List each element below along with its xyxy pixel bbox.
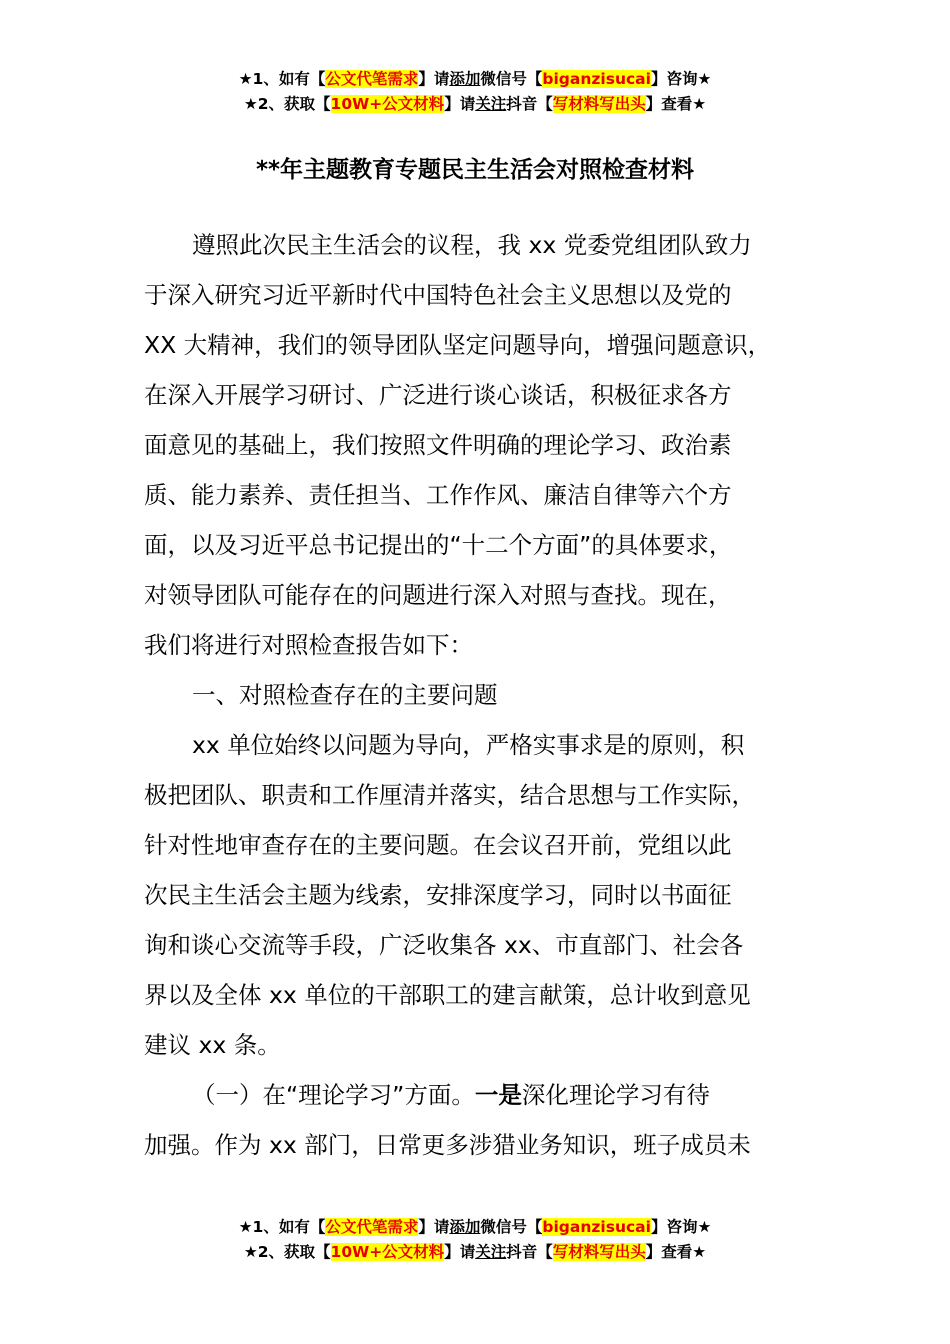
highlight-douyin-account: 写材料写出头 [552,1243,646,1261]
promo-line-2: ★2、获取【10W+公文材料】请关注抖音【写材料写出头】查看★ [243,95,707,113]
body-line: 次民主生活会主题为线索，安排深度学习，同时以书面征 [144,881,732,909]
body-line: 建议 xx 条。 [144,1031,281,1059]
subsection-line: （一）在“理论学习”方面。一是深化理论学习有待 [192,1081,710,1109]
top-promo-banner [0,67,950,117]
highlight-materials: 10W+公文材料 [330,95,445,113]
highlight-wechat-id: biganzisucai [542,1218,651,1236]
body-line: 极把团队、职责和工作厘清并落实，结合思想与工作实际， [144,781,755,809]
highlight-douyin-account: 写材料写出头 [552,95,646,113]
body-line: 界以及全体 xx 单位的干部职工的建言献策，总计收到意见 [144,981,751,1009]
highlight-wechat-id: biganzisucai [542,70,651,88]
document-title: **年主题教育专题民主生活会对照检查材料 [255,157,695,183]
body-line: 遵照此次民主生活会的议程，我 xx 党委党组团队致力 [192,231,752,259]
body-line: 加强。作为 xx 部门，日常更多涉猎业务知识，班子成员未 [144,1131,751,1159]
bottom-promo-banner [0,1215,950,1265]
promo-line-1: ★1、如有【公文代笔需求】请添加微信号【biganzisucai】咨询★ [238,70,712,88]
body-line: 面意见的基础上，我们按照文件明确的理论学习、政治素 [144,431,732,459]
body-line: 质、能力素养、责任担当、工作作风、廉洁自律等六个方 [144,481,732,509]
body-line: xx 单位始终以问题为导向，严格实事求是的原则，积 [192,731,745,759]
body-line: 在深入开展学习研讨、广泛进行谈心谈话，积极征求各方 [144,381,732,409]
promo-line-1: ★1、如有【公文代笔需求】请添加微信号【biganzisucai】咨询★ [238,1218,712,1236]
section-heading: 一、对照检查存在的主要问题 [192,681,498,709]
body-line: 我们将进行对照检查报告如下： [144,631,473,659]
body-line: 对领导团队可能存在的问题进行深入对照与查找。现在， [144,581,732,609]
body-line: XX 大精神，我们的领导团队坚定问题导向，增强问题意识， [144,331,772,359]
highlight-materials: 10W+公文材料 [330,1243,445,1261]
body-line: 面，以及习近平总书记提出的“十二个方面”的具体要求， [144,531,733,559]
highlight-writing-service: 公文代笔需求 [325,70,419,88]
highlight-writing-service: 公文代笔需求 [325,1218,419,1236]
bold-lead-term: 一是 [474,1081,522,1109]
promo-line-2: ★2、获取【10W+公文材料】请关注抖音【写材料写出头】查看★ [243,1243,707,1261]
body-line: 于深入研究习近平新时代中国特色社会主义思想以及党的 [144,281,732,309]
body-line: 针对性地审查存在的主要问题。在会议召开前，党组以此 [144,831,732,859]
document-body [144,220,820,1170]
body-line: 询和谈心交流等手段，广泛收集各 xx、市直部门、社会各 [144,931,744,959]
